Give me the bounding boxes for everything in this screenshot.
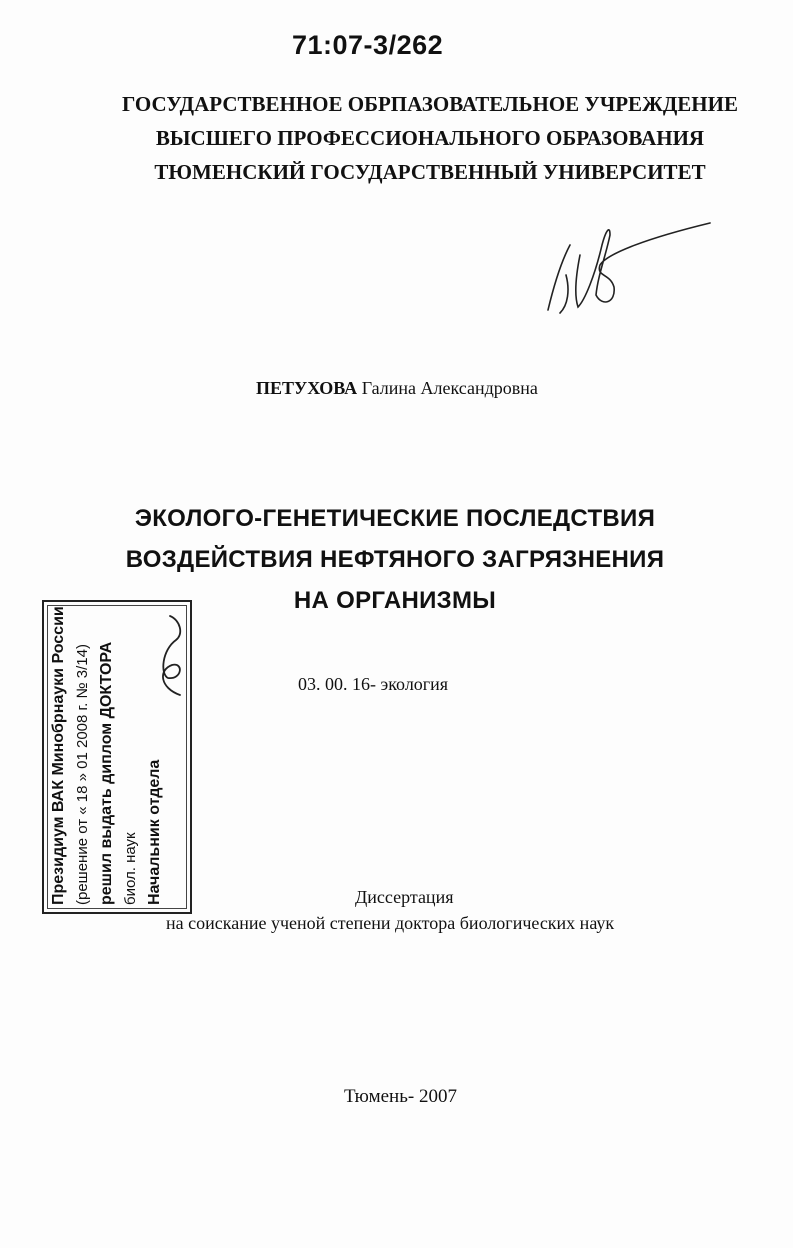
title-line-1: ЭКОЛОГО-ГЕНЕТИЧЕСКИЕ ПОСЛЕДСТВИЯ [134, 505, 656, 532]
supervisor-signature [540, 215, 720, 325]
work-type: Диссертация [355, 887, 454, 907]
author-name [256, 378, 538, 399]
author-given-name: Галина Александровна [361, 378, 538, 398]
author-surname: ПЕТУХОВА [256, 378, 358, 398]
stamp-line-5: Начальник отдела [146, 759, 163, 905]
institution-line-3: ТЮМЕНСКИЙ ГОСУДАРСТВЕННЫЙ УНИВЕРСИТЕТ [154, 160, 706, 184]
degree-line: на соискание ученой степени доктора биологических наук [166, 913, 615, 933]
title-line-3: НА ОРГАНИЗМЫ [293, 587, 497, 614]
stamp-line-1: Президиум ВАК Минобрнауки России [50, 606, 67, 905]
catalog-code: 71:07-3/262 [292, 30, 444, 60]
institution-line-2: ВЫСШЕГО ПРОФЕССИОНАЛЬНОГО ОБРАЗОВАНИЯ [155, 126, 705, 150]
stamp-line-2: (решение от « 18 » 01 2008 г. № 3/14) [74, 644, 91, 905]
stamp-line-4: биол. наук [122, 832, 139, 905]
institution-line-1: ГОСУДАРСТВЕННОЕ ОБРПАЗОВАТЕЛЬНОЕ УЧРЕЖДЕНИЕ [122, 92, 738, 116]
city-year: Тюмень- 2007 [344, 1086, 457, 1107]
title-line-2: ВОЗДЕЙСТВИЯ НЕФТЯНОГО ЗАГРЯЗНЕНИЯ [125, 546, 665, 573]
specialty-code: 03. 00. 16- экология [298, 674, 449, 694]
stamp-line-3: решил выдать диплом ДОКТОРА [98, 641, 115, 905]
stamp-signature [150, 610, 190, 700]
